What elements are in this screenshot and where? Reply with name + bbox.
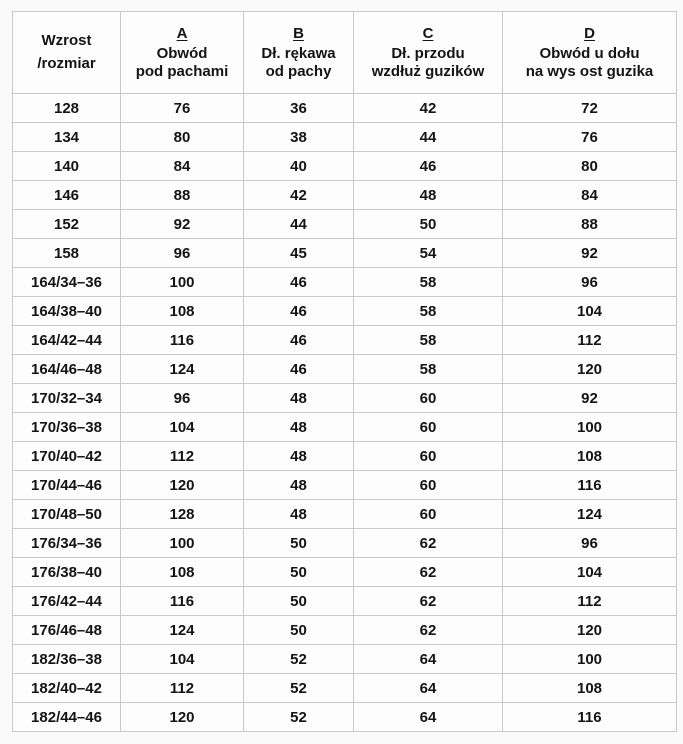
table-cell: 62 — [354, 587, 503, 616]
table-cell: 112 — [121, 674, 244, 703]
column-letter: C — [422, 24, 434, 42]
table-row — [13, 268, 677, 297]
table-cell: 100 — [121, 529, 244, 558]
table-row — [13, 355, 677, 384]
table-cell: 58 — [354, 355, 503, 384]
table-cell: 164/38–40 — [13, 297, 121, 326]
table-row — [13, 674, 677, 703]
table-cell: 96 — [121, 239, 244, 268]
table-cell: 164/42–44 — [13, 326, 121, 355]
table-cell: 100 — [121, 268, 244, 297]
table-cell: 84 — [121, 152, 244, 181]
column-header — [13, 12, 121, 94]
table-cell: 76 — [503, 123, 677, 152]
table-cell: 88 — [503, 210, 677, 239]
table-cell: 46 — [244, 326, 354, 355]
table-cell: 124 — [503, 500, 677, 529]
table-cell: 48 — [244, 413, 354, 442]
table-cell: 112 — [503, 326, 677, 355]
column-header-line: pod pachami — [135, 62, 229, 80]
table-row — [13, 500, 677, 529]
table-cell: 64 — [354, 674, 503, 703]
table-row — [13, 384, 677, 413]
table-cell: 124 — [121, 355, 244, 384]
table-cell: 84 — [503, 181, 677, 210]
table-row — [13, 587, 677, 616]
column-header-line: na wys ost guzika — [525, 62, 654, 80]
table-cell: 42 — [244, 181, 354, 210]
table-row — [13, 326, 677, 355]
table-cell: 120 — [121, 703, 244, 732]
table-cell: 58 — [354, 297, 503, 326]
table-row — [13, 210, 677, 239]
table-cell: 96 — [503, 529, 677, 558]
table-cell: 108 — [121, 297, 244, 326]
table-cell: 48 — [244, 384, 354, 413]
table-cell: 112 — [503, 587, 677, 616]
table-row — [13, 297, 677, 326]
table-cell: 62 — [354, 558, 503, 587]
table-cell: 92 — [121, 210, 244, 239]
table-cell: 116 — [121, 587, 244, 616]
column-header-line: wzdłuż guzików — [371, 62, 485, 80]
table-cell: 36 — [244, 94, 354, 123]
table-cell: 100 — [503, 645, 677, 674]
table-cell: 46 — [244, 268, 354, 297]
table-cell: 108 — [503, 674, 677, 703]
table-cell: 140 — [13, 152, 121, 181]
table-cell: 124 — [121, 616, 244, 645]
table-cell: 176/42–44 — [13, 587, 121, 616]
table-cell: 164/46–48 — [13, 355, 121, 384]
size-chart — [12, 11, 676, 732]
table-row — [13, 413, 677, 442]
table-row — [13, 616, 677, 645]
table-cell: 76 — [121, 94, 244, 123]
table-cell: 64 — [354, 645, 503, 674]
table-cell: 128 — [13, 94, 121, 123]
table-cell: 44 — [354, 123, 503, 152]
table-cell: 52 — [244, 645, 354, 674]
table-row — [13, 181, 677, 210]
table-cell: 108 — [121, 558, 244, 587]
table-cell: 116 — [503, 471, 677, 500]
table-cell: 96 — [121, 384, 244, 413]
table-cell: 50 — [244, 587, 354, 616]
table-row — [13, 558, 677, 587]
table-cell: 104 — [503, 297, 677, 326]
table-cell: 52 — [244, 674, 354, 703]
column-header-line: /rozmiar — [37, 55, 96, 72]
table-cell: 40 — [244, 152, 354, 181]
column-header-line: Obwód u dołu — [539, 44, 640, 62]
table-cell: 80 — [121, 123, 244, 152]
table-cell: 48 — [244, 500, 354, 529]
table-cell: 116 — [121, 326, 244, 355]
table-row — [13, 703, 677, 732]
table-cell: 88 — [121, 181, 244, 210]
table-cell: 60 — [354, 384, 503, 413]
column-header — [121, 12, 244, 94]
table-cell: 158 — [13, 239, 121, 268]
table-cell: 164/34–36 — [13, 268, 121, 297]
table-cell: 104 — [121, 413, 244, 442]
table-cell: 134 — [13, 123, 121, 152]
table-cell: 60 — [354, 471, 503, 500]
column-header-line: Dł. przodu — [391, 44, 465, 62]
table-row — [13, 94, 677, 123]
table-cell: 96 — [503, 268, 677, 297]
table-cell: 48 — [354, 181, 503, 210]
table-cell: 120 — [503, 616, 677, 645]
header-row — [13, 12, 677, 94]
column-header-line: Wzrost — [41, 32, 92, 49]
table-row — [13, 152, 677, 181]
table-row — [13, 471, 677, 500]
table-cell: 170/32–34 — [13, 384, 121, 413]
table-body — [13, 94, 677, 732]
table-cell: 62 — [354, 616, 503, 645]
table-cell: 104 — [121, 645, 244, 674]
table-cell: 58 — [354, 326, 503, 355]
table-cell: 62 — [354, 529, 503, 558]
table-cell: 45 — [244, 239, 354, 268]
table-cell: 176/34–36 — [13, 529, 121, 558]
table-cell: 182/40–42 — [13, 674, 121, 703]
table-cell: 58 — [354, 268, 503, 297]
table-row — [13, 123, 677, 152]
table-cell: 176/38–40 — [13, 558, 121, 587]
table-cell: 116 — [503, 703, 677, 732]
table-cell: 60 — [354, 442, 503, 471]
table-cell: 44 — [244, 210, 354, 239]
table-cell: 48 — [244, 442, 354, 471]
column-header — [503, 12, 677, 94]
table-cell: 50 — [244, 558, 354, 587]
table-cell: 182/44–46 — [13, 703, 121, 732]
table-row — [13, 529, 677, 558]
table-cell: 152 — [13, 210, 121, 239]
table-cell: 176/46–48 — [13, 616, 121, 645]
table-cell: 50 — [244, 529, 354, 558]
table-cell: 60 — [354, 413, 503, 442]
table-cell: 54 — [354, 239, 503, 268]
table-cell: 46 — [354, 152, 503, 181]
table-cell: 170/36–38 — [13, 413, 121, 442]
table-cell: 50 — [354, 210, 503, 239]
table-cell: 170/44–46 — [13, 471, 121, 500]
table-cell: 52 — [244, 703, 354, 732]
table-cell: 92 — [503, 384, 677, 413]
table-cell: 64 — [354, 703, 503, 732]
column-letter: A — [176, 24, 188, 42]
table-cell: 46 — [244, 297, 354, 326]
table-cell: 128 — [121, 500, 244, 529]
table-cell: 108 — [503, 442, 677, 471]
table-cell: 92 — [503, 239, 677, 268]
table-cell: 170/48–50 — [13, 500, 121, 529]
size-chart-table — [12, 11, 677, 732]
table-cell: 120 — [121, 471, 244, 500]
table-cell: 182/36–38 — [13, 645, 121, 674]
table-row — [13, 645, 677, 674]
table-cell: 170/40–42 — [13, 442, 121, 471]
table-row — [13, 239, 677, 268]
table-cell: 60 — [354, 500, 503, 529]
column-header — [354, 12, 503, 94]
table-cell: 104 — [503, 558, 677, 587]
table-cell: 146 — [13, 181, 121, 210]
table-cell: 38 — [244, 123, 354, 152]
table-cell: 48 — [244, 471, 354, 500]
table-cell: 80 — [503, 152, 677, 181]
table-cell: 46 — [244, 355, 354, 384]
table-cell: 50 — [244, 616, 354, 645]
table-cell: 112 — [121, 442, 244, 471]
table-cell: 120 — [503, 355, 677, 384]
table-cell: 100 — [503, 413, 677, 442]
table-cell: 42 — [354, 94, 503, 123]
column-letter: D — [584, 24, 595, 42]
column-header — [244, 12, 354, 94]
table-row — [13, 442, 677, 471]
column-letter: B — [293, 24, 304, 42]
table-cell: 72 — [503, 94, 677, 123]
column-header-line: od pachy — [265, 62, 332, 80]
column-header-line: Obwód — [156, 44, 208, 62]
column-header-line: Dł. rękawa — [261, 44, 336, 62]
